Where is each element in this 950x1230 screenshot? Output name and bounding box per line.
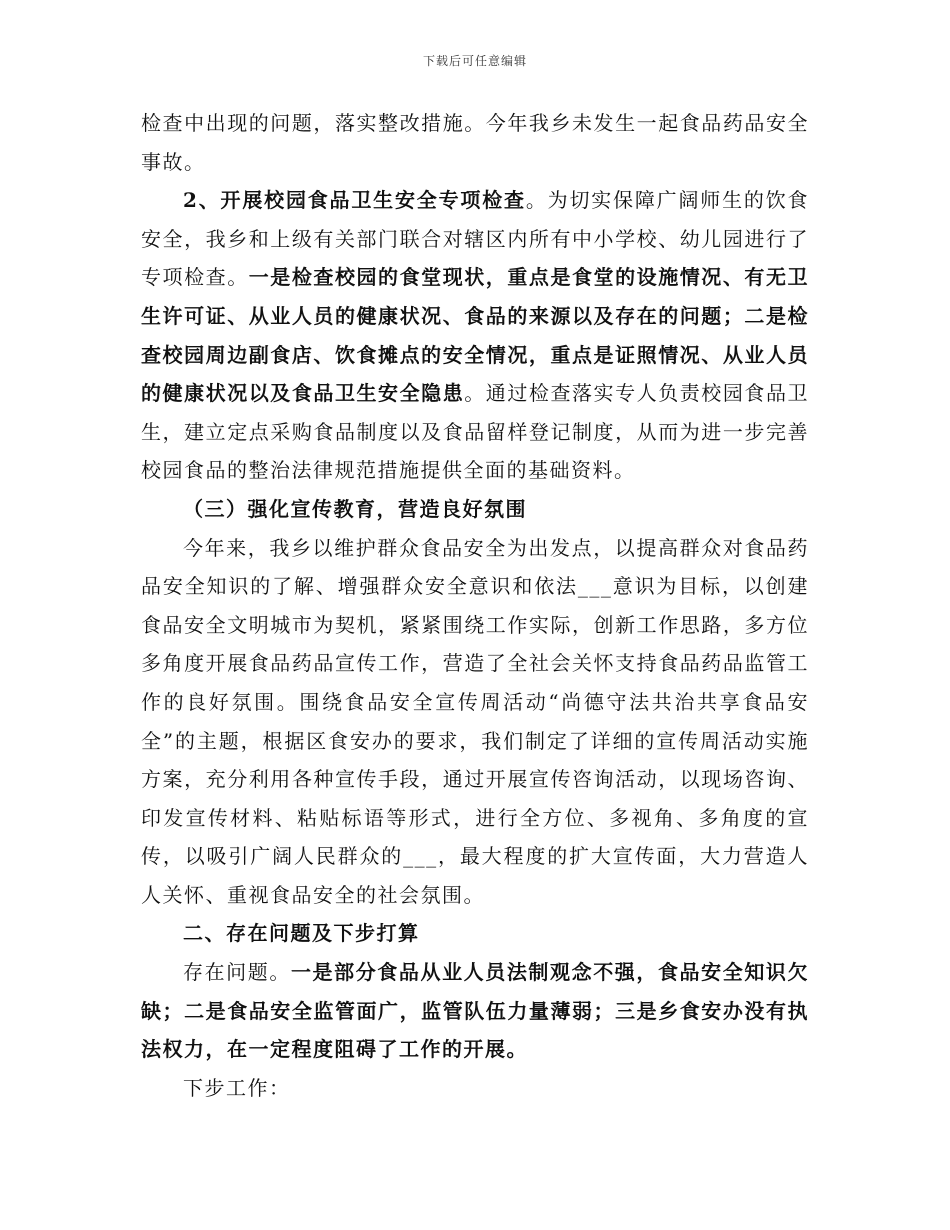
document-body — [141, 104, 809, 1107]
campus-inspection-result: 。通过检查落实专人负责校园食品卫生，建立定点采购食品制度以及食品留样登记制度，从而为进一步完善校园食品的整治法律规范措施提供全面的基础资料。 — [141, 381, 809, 483]
campus-inspection-title: 2、开展校园食品卫生安全专项检查 — [183, 188, 526, 213]
paragraph-campus-inspection — [141, 181, 809, 490]
paragraph-problems — [141, 953, 809, 1069]
paragraph-publicity: 今年来，我乡以维护群众食品安全为出发点，以提高群众对食品药品安全知识的了解、增强群众安全意识和依法___意识为目标，以创建食品安全文明城市为契机，紧紧围绕工作实际，创新工作思路，多方位多角度开展食品药品宣传工作，营造了全社会关怀支持食品药品监管工作的良好氛围。围绕食品安全宣传周活动“尚德守法共治共享食品安全”的主题，根据区食安办的要求，我们制定了详细的宣传周活动实施方案，充分利用各种宣传手段，通过开展宣传咨询活动，以现场咨询、印发宣传材料、粘贴标语等形式，进行全方位、多视角、多角度的宣传，以吸引广阔人民群众的___，最大程度的扩大宣传面，大力营造人人关怀、重视食品安全的社会氛围。 — [141, 535, 809, 907]
paragraph-continuation: 检查中出现的问题，落实整改措施。今年我乡未发生一起食品药品安全事故。 — [141, 111, 809, 174]
campus-inspection-intro: 。为切实保障广阔师生的饮食安全，我乡和上级有关部门联合对辖区内所有中小学校、幼儿园进行了专项检查。 — [141, 188, 810, 290]
section-heading-problems: 二、存在问题及下步打算 — [183, 921, 420, 946]
page-header: 下载后可任意编辑 — [422, 54, 527, 68]
problems-label: 存在问题。 — [183, 960, 291, 985]
problems-list: 一是部分食品从业人员法制观念不强，食品安全知识欠缺；二是食品安全监管面广，监管队伍力量薄弱；三是乡食安办没有执法权力，在一定程度阻碍了工作的开展。 — [141, 960, 810, 1062]
section-heading-publicity: （三）强化宣传教育，营造良好氛围 — [183, 496, 527, 521]
paragraph-next-steps: 下步工作： — [183, 1075, 291, 1100]
campus-inspection-points: 一是检查校园的食堂现状，重点是食堂的设施情况、有无卫生许可证、从业人员的健康状况、食品的来源以及存在的问题；二是检查校园周边副食店、饮食摊点的安全情况，重点是证照情况、从业人员的健康状况以及食品卫生安全隐患 — [141, 265, 809, 406]
